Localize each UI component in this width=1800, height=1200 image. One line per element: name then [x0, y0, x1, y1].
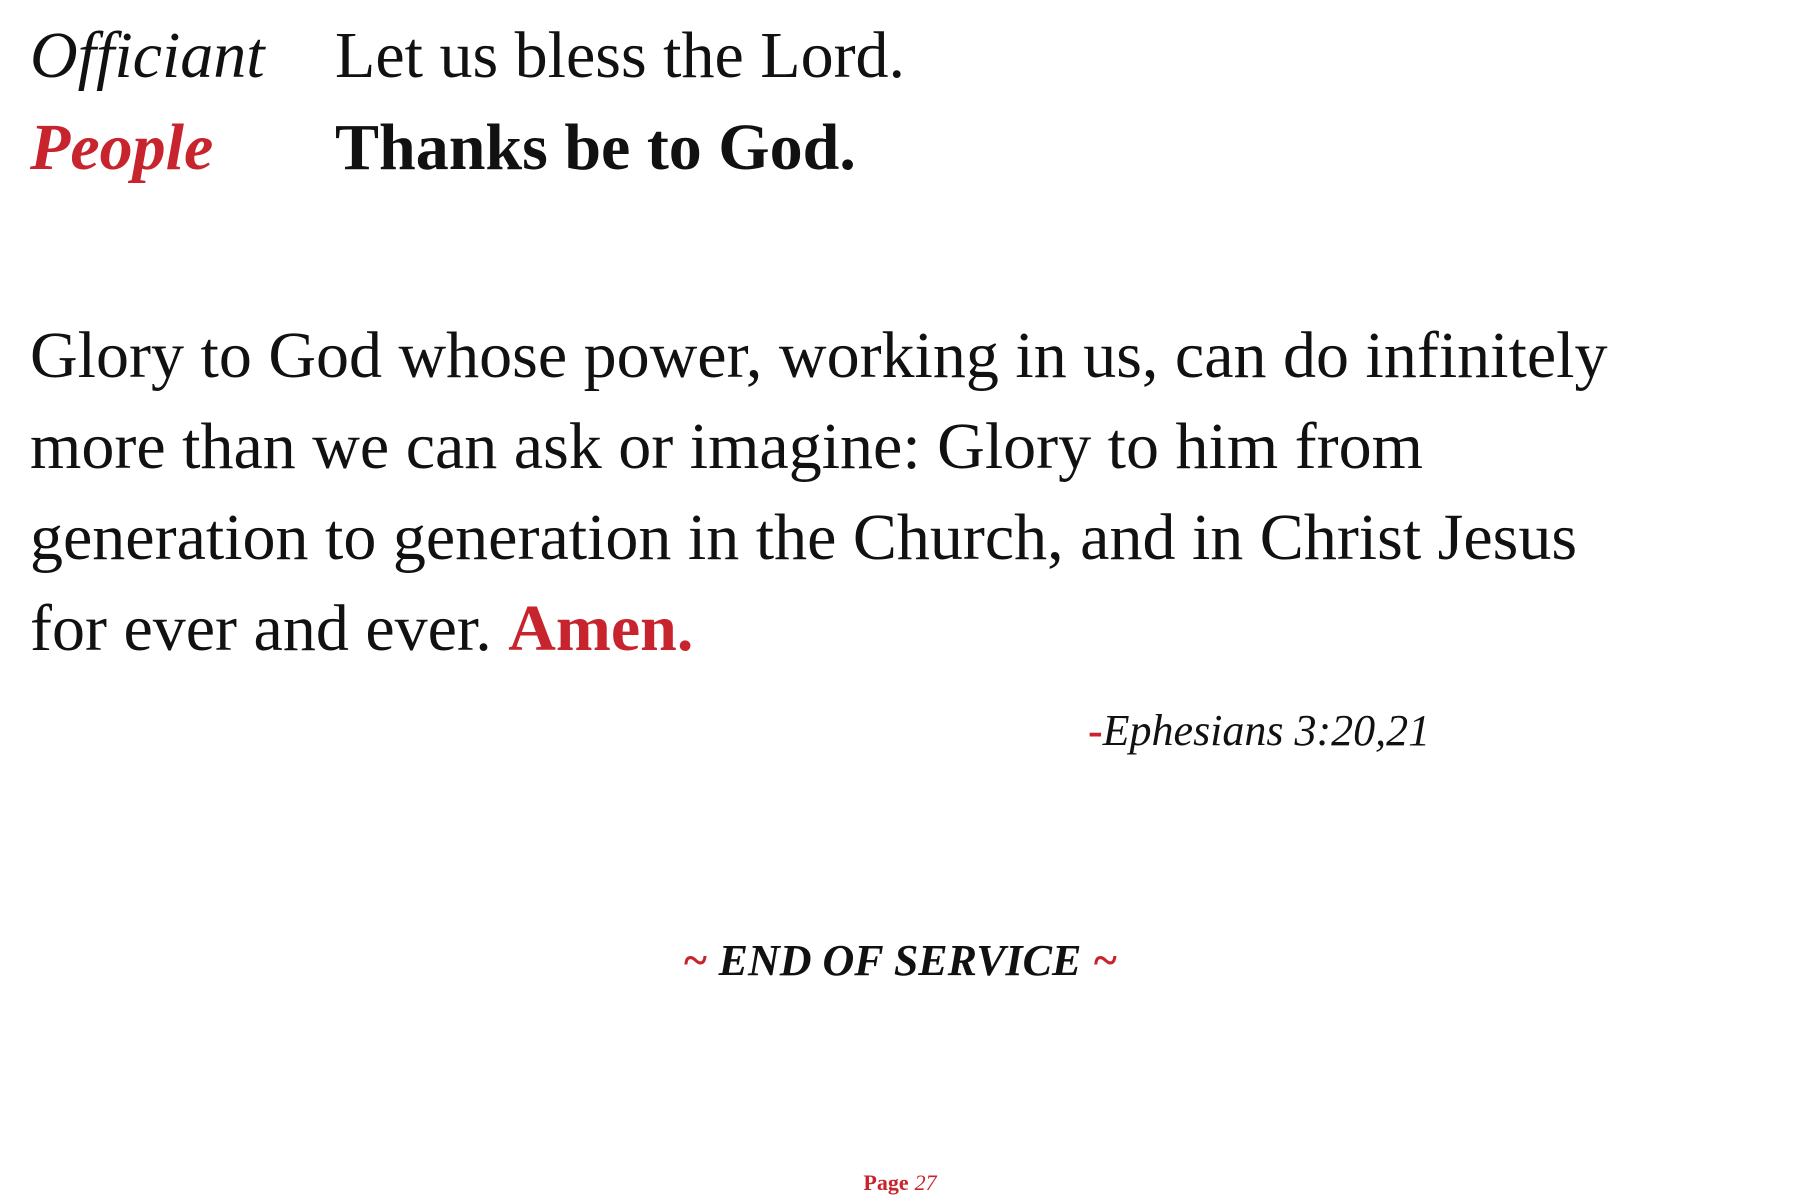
citation-dash: -	[1088, 706, 1103, 755]
people-line: Thanks be to God.	[335, 111, 856, 184]
end-of-service-heading	[0, 935, 1800, 986]
left-tilde: ~	[682, 936, 708, 985]
scripture-citation	[1088, 705, 1430, 756]
versicle-response	[30, 18, 905, 202]
page-number: 27	[914, 1170, 937, 1195]
officiant-label: Officiant	[30, 19, 265, 92]
page-label: Page	[863, 1170, 909, 1195]
end-of-service-label: END OF SERVICE	[718, 936, 1082, 985]
citation-reference: Ephesians 3:20,21	[1102, 706, 1431, 755]
page-footer	[0, 1170, 1800, 1196]
officiant-row	[30, 18, 905, 110]
doxology-paragraph	[30, 310, 1670, 674]
doxology-text: Glory to God whose power, working in us, can do infinitely more than we can ask or imagine: Glory to him from generation to generation in the Church, and in Christ Jesus for ever and ever.	[30, 319, 1608, 665]
officiant-line: Let us bless the Lord.	[335, 19, 906, 92]
right-tilde: ~	[1092, 936, 1118, 985]
people-row	[30, 110, 905, 202]
people-label: People	[30, 111, 214, 184]
amen-text: Amen.	[508, 592, 694, 665]
